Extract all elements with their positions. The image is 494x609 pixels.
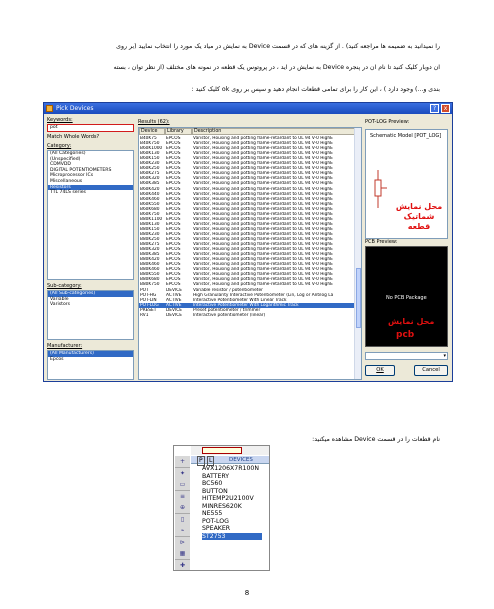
device-cell: B80K550 — [140, 272, 160, 278]
device-cell: B80K420 — [140, 257, 160, 263]
description-cell: Varistor, Housing and potting flame-retardant to UL 94 V-0 HighE — [193, 247, 333, 253]
terminal-icon[interactable]: ⊳ — [175, 537, 190, 549]
library-cell: EPCOS — [166, 267, 181, 273]
dialog-title: Pick Devices — [56, 105, 94, 112]
panel-top-box — [202, 447, 242, 454]
device-cell: B80K750 — [140, 282, 160, 288]
instruction-paragraph-3: بندی و...) وجود دارد ) ، این کار را برای تمامی قطعات انجام دهید و سپس بر روی ok کلیک کنید : — [191, 86, 440, 93]
device-cell: B60K250 — [140, 166, 160, 172]
library-cell: EPCOS — [166, 146, 181, 152]
library-cell: EPCOS — [166, 141, 181, 147]
description-cell: Variable resistor / potentiometer — [193, 287, 263, 293]
device-cell: B60K320 — [140, 176, 160, 182]
description-cell: Varistor, Housing and potting flame-retardant to UL 94 V-0 HighE — [193, 136, 333, 141]
library-cell: EPCOS — [166, 277, 181, 283]
device-cell: B60K460 — [140, 196, 160, 202]
scrollbar-thumb[interactable] — [356, 268, 361, 328]
pcb-annotation-2: pcb — [396, 330, 415, 340]
tab-l[interactable]: L — [209, 457, 213, 464]
label-icon[interactable]: ≡ — [175, 491, 190, 503]
description-cell: Varistor, Housing and potting flame-retardant to UL 94 V-0 HighE — [193, 161, 333, 167]
device-cell: B60K1000 — [140, 146, 163, 152]
description-cell: High Granularity Interactive Potentiometer (Lin, Log or Antilog La — [193, 292, 334, 298]
description-cell: Varistor, Housing and potting flame-retardant to UL 94 V-0 HighE — [193, 237, 333, 242]
device-cell: B40K75 — [140, 136, 157, 141]
description-cell: Varistor, Housing and potting flame-retardant to UL 94 V-0 HighE — [193, 176, 333, 182]
results-table[interactable] — [138, 127, 362, 380]
library-cell: EPCOS — [166, 242, 181, 248]
device-cell: B80K250 — [140, 237, 160, 242]
description-cell: Varistor, Housing and potting flame-retardant to UL 94 V-0 HighE — [193, 282, 333, 288]
device-cell: B60K550 — [140, 201, 160, 207]
description-cell: Varistor, Housing and potting flame-retardant to UL 94 V-0 HighE — [193, 191, 333, 197]
device-list-item[interactable]: BUTTON — [202, 487, 228, 495]
description-cell: Interactive Potentiometer With Logarithmic Track — [193, 302, 299, 308]
device-cell: B60K230 — [140, 161, 160, 167]
device-panel-header — [191, 456, 270, 464]
pin-icon[interactable]: ▦ — [175, 548, 190, 560]
description-cell: Varistor, Housing and potting flame-retardant to UL 94 V-0 HighE — [193, 257, 333, 263]
library-cell: EPCOS — [166, 211, 181, 217]
description-cell: Varistor, Housing and potting flame-retardant to UL 94 V-0 HighE — [193, 206, 333, 212]
description-cell: Varistor, Housing and potting flame-retardant to UL 94 V-0 HighE — [193, 141, 333, 147]
description-cell: Varistor, Housing and potting flame-retardant to UL 94 V-0 HighE — [193, 226, 333, 232]
keywords-value: pot — [50, 125, 58, 130]
ok-button[interactable]: OK — [365, 365, 395, 376]
manufacturer-label: Manufacturer: — [47, 343, 83, 349]
devices-header-label: DEVICES — [229, 457, 253, 463]
library-cell: EPCOS — [166, 166, 181, 172]
device-list-item[interactable]: HITEMP2U2100V — [202, 495, 254, 502]
column-library[interactable]: Library — [165, 128, 192, 135]
device-cell: POT-LOG — [140, 302, 159, 308]
schematic-heading: Schematic Model [POT_LOG] — [370, 133, 442, 139]
category-item[interactable]: (All Categories) — [50, 151, 86, 156]
device-list-item[interactable]: POT-LOG — [202, 517, 229, 525]
results-scrollbar[interactable] — [354, 128, 361, 379]
subcategory-item[interactable]: Variable — [50, 296, 69, 302]
subcategory-list[interactable] — [47, 290, 134, 340]
description-cell: Varistor, Housing and potting flame-retardant to UL 94 V-0 HighE — [193, 262, 333, 268]
device-list-item[interactable]: AVX1206X7R100N — [202, 465, 259, 472]
library-cell: EPCOS — [166, 216, 181, 222]
package-select[interactable] — [365, 352, 448, 360]
help-button[interactable]: ? — [430, 104, 439, 113]
selection-icon[interactable]: + — [175, 456, 190, 468]
library-cell: EPCOS — [166, 237, 181, 242]
description-cell: Preset potentiometer / trimmer — [193, 307, 261, 313]
subcategory-label: Sub-category: — [47, 283, 82, 289]
device-cell: B60K440 — [140, 191, 160, 197]
library-cell: EPCOS — [166, 257, 181, 263]
device-cell: B60K385 — [140, 181, 160, 187]
device-cell: B60K130 — [140, 151, 160, 157]
device-cell: POT-HG — [140, 292, 157, 298]
pcb-preview — [365, 246, 448, 347]
instruction-paragraph-1: را نمیدانید به ضمیمه ها مراجعه کنید) . از گزینه های که در قسمت Device به نمایش در میاد یک مورد را انتخاب نمایید (بر روی — [116, 43, 440, 50]
instruction-paragraph-2: ان دوبار کلیک کنید تا نام ان در پنجره Device به نمایش در اید ، در پروتوس یک قطعه در نمونه های مختلف (از نظر توان ، بسته — [113, 64, 440, 71]
schematic-preview — [365, 129, 448, 239]
column-device[interactable]: Device — [139, 128, 165, 135]
library-cell: EPCOS — [166, 156, 181, 162]
description-cell: Varistor, Housing and potting flame-retardant to UL 94 V-0 HighE — [193, 166, 333, 172]
junction-icon[interactable]: ▭ — [175, 479, 190, 491]
keywords-label: Keywords: — [47, 117, 73, 123]
device-cell: B60K420 — [140, 186, 160, 192]
library-cell: EPCOS — [166, 272, 181, 278]
description-cell: Varistor, Housing and potting flame-retardant to UL 94 V-0 HighE — [193, 181, 333, 187]
category-item[interactable]: Miscellaneous — [50, 178, 83, 184]
device-cell: B80K230 — [140, 231, 160, 237]
device-cell: PRESET — [140, 307, 157, 313]
close-button[interactable]: x — [441, 104, 450, 113]
description-cell: Interactive Potentiometer With Linear Track — [193, 297, 287, 303]
device-cell: POT-LIN — [140, 297, 157, 303]
chevron-down-icon: ▾ — [443, 353, 446, 359]
library-cell: EPCOS — [166, 231, 181, 237]
description-cell: Varistor, Housing and potting flame-retardant to UL 94 V-0 HighE — [193, 242, 333, 248]
schematic-annotation: محل نمایش شماتیک قطعه — [395, 202, 443, 231]
pcb-preview-title: PCB Preview: — [365, 239, 398, 245]
subcategory-item[interactable]: Varistors — [50, 302, 71, 308]
description-cell: Varistor, Housing and potting flame-retardant to UL 94 V-0 HighE — [193, 231, 333, 237]
library-cell: EPCOS — [166, 171, 181, 177]
results-label: Results (62): — [138, 119, 170, 125]
library-cell: EPCOS — [166, 226, 181, 232]
cancel-button[interactable]: Cancel — [414, 365, 448, 376]
page-number: 8 — [244, 589, 250, 597]
category-item[interactable]: CDMVDD — [50, 162, 71, 168]
tab-p[interactable]: P — [199, 457, 203, 464]
library-cell: DEVICE — [166, 307, 182, 313]
schematic-preview-title: POT-LOG Preview: — [365, 119, 410, 125]
subcategory-item[interactable]: (All Sub-categories) — [48, 291, 133, 297]
library-cell: EPCOS — [166, 181, 181, 187]
library-cell: EPCOS — [166, 247, 181, 253]
match-whole-words-checkbox[interactable]: Match Whole Words? — [47, 134, 100, 140]
description-cell: Varistor, Housing and potting flame-retardant to UL 94 V-0 HighE — [193, 196, 333, 202]
description-cell: Varistor, Housing and potting flame-retardant to UL 94 V-0 HighE — [193, 272, 333, 278]
library-cell: EPCOS — [166, 282, 181, 288]
description-cell: Varistor, Housing and potting flame-retardant to UL 94 V-0 HighE — [193, 151, 333, 157]
category-item[interactable]: (Unspecified) — [50, 156, 81, 162]
potentiometer-symbol-icon — [368, 170, 388, 210]
instruction-paragraph-4: نام قطعات را در قسمت Device مشاهده میکنید: — [312, 436, 440, 443]
library-cell: DEVICE — [166, 312, 182, 318]
library-cell: EPCOS — [166, 262, 181, 268]
category-label: Category: — [47, 143, 72, 149]
subcircuit-icon[interactable]: ⌁ — [175, 525, 190, 537]
library-cell: EPCOS — [166, 186, 181, 192]
library-cell: EPCOS — [166, 176, 181, 182]
description-cell: Varistor, Housing and potting flame-retardant to UL 94 V-0 HighE — [193, 267, 333, 273]
device-cell: B80K130 — [140, 221, 160, 227]
device-cell: B80K275 — [140, 242, 160, 248]
device-cell: B80K460 — [140, 262, 160, 268]
pcb-annotation-1: محل نمایش — [388, 317, 435, 326]
description-cell: Varistor, Housing and potting flame-retardant to UL 94 V-0 HighE — [193, 221, 333, 227]
graph-icon[interactable]: ✚ — [175, 560, 190, 572]
description-cell: Varistor, Housing and potting flame-retardant to UL 94 V-0 HighE — [193, 216, 333, 222]
manufacturer-item[interactable]: Epcos — [50, 356, 64, 362]
device-list-item[interactable]: SPEAKER — [202, 525, 231, 532]
library-cell: ACTIVE — [166, 297, 182, 303]
library-cell: EPCOS — [166, 161, 181, 167]
manufacturer-item[interactable]: (All Manufacturers) — [48, 351, 133, 357]
library-cell: EPCOS — [166, 206, 181, 212]
description-cell: Varistor, Housing and potting flame-retardant to UL 94 V-0 HighE — [193, 252, 333, 258]
library-cell: DEVICE — [166, 287, 182, 293]
text-icon[interactable]: ⊕ — [175, 502, 190, 514]
bus-icon[interactable]: ▯ — [175, 514, 190, 526]
device-cell: B80K460 — [140, 267, 160, 273]
pick-devices-dialog — [43, 102, 453, 382]
library-cell: EPCOS — [166, 136, 181, 141]
device-cell: B40K750 — [140, 141, 160, 147]
device-list-item[interactable]: BATTERY — [202, 472, 230, 480]
description-cell: Varistor, Housing and potting flame-retardant to UL 94 V-0 HighE — [193, 156, 333, 162]
device-cell: RV1 — [140, 312, 149, 318]
app-icon — [46, 105, 53, 112]
device-list-item[interactable]: MINRES620K — [202, 502, 242, 510]
description-cell: Varistor, Housing and potting flame-retardant to UL 94 V-0 HighE — [193, 171, 333, 177]
device-panel — [173, 445, 270, 571]
library-cell: EPCOS — [166, 151, 181, 157]
library-cell: EPCOS — [166, 196, 181, 202]
device-cell: B60K680 — [140, 206, 160, 212]
dialog-title-bar — [44, 103, 452, 114]
library-cell: EPCOS — [166, 191, 181, 197]
device-cell: B80K385 — [140, 252, 160, 258]
component-icon[interactable]: ✦ — [175, 468, 190, 480]
library-cell: ACTIVE — [166, 302, 182, 308]
description-cell: Varistor, Housing and potting flame-retardant to UL 94 V-0 HighE — [193, 146, 333, 152]
device-cell: POT — [140, 287, 149, 293]
category-item[interactable]: DIGITAL POTENTIOMETERS — [50, 167, 112, 173]
description-cell: Interactive potentiometer (linear) — [193, 312, 266, 318]
description-cell: Varistor, Housing and potting flame-retardant to UL 94 V-0 HighE — [193, 201, 333, 207]
device-cell: B80K680 — [140, 277, 160, 283]
device-list-item[interactable]: BC560 — [202, 480, 223, 487]
device-list-item[interactable]: ST2753 — [202, 533, 262, 541]
library-cell: EPCOS — [166, 221, 181, 227]
pcb-status: No PCB Package — [386, 295, 427, 301]
device-cell: B80K320 — [140, 247, 160, 253]
library-cell: ACTIVE — [166, 292, 182, 298]
library-cell: EPCOS — [166, 201, 181, 207]
category-item[interactable]: Microprocessor ICs — [50, 173, 94, 179]
keywords-input[interactable] — [47, 124, 134, 132]
description-cell: Varistor, Housing and potting flame-retardant to UL 94 V-0 HighE — [193, 186, 333, 192]
description-cell: Varistor, Housing and potting flame-retardant to UL 94 V-0 HighE — [193, 277, 333, 283]
device-cell: B80K150 — [140, 226, 160, 232]
category-item[interactable]: TTL 74LS series — [50, 190, 86, 196]
device-cell: B80K1100 — [140, 216, 163, 222]
description-cell: Varistor, Housing and potting flame-retardant to UL 94 V-0 HighE — [193, 211, 333, 217]
device-cell: B60K150 — [140, 156, 160, 162]
device-list-item[interactable]: NE555 — [202, 510, 223, 517]
category-list[interactable] — [47, 150, 134, 280]
manufacturer-list[interactable] — [47, 350, 134, 380]
category-item[interactable]: Resistors — [48, 185, 133, 191]
table-row[interactable] — [139, 313, 356, 318]
device-cell: B60K275 — [140, 171, 160, 177]
column-description[interactable]: Description — [192, 128, 356, 135]
device-cell: B60K750 — [140, 211, 160, 217]
library-cell: EPCOS — [166, 252, 181, 258]
